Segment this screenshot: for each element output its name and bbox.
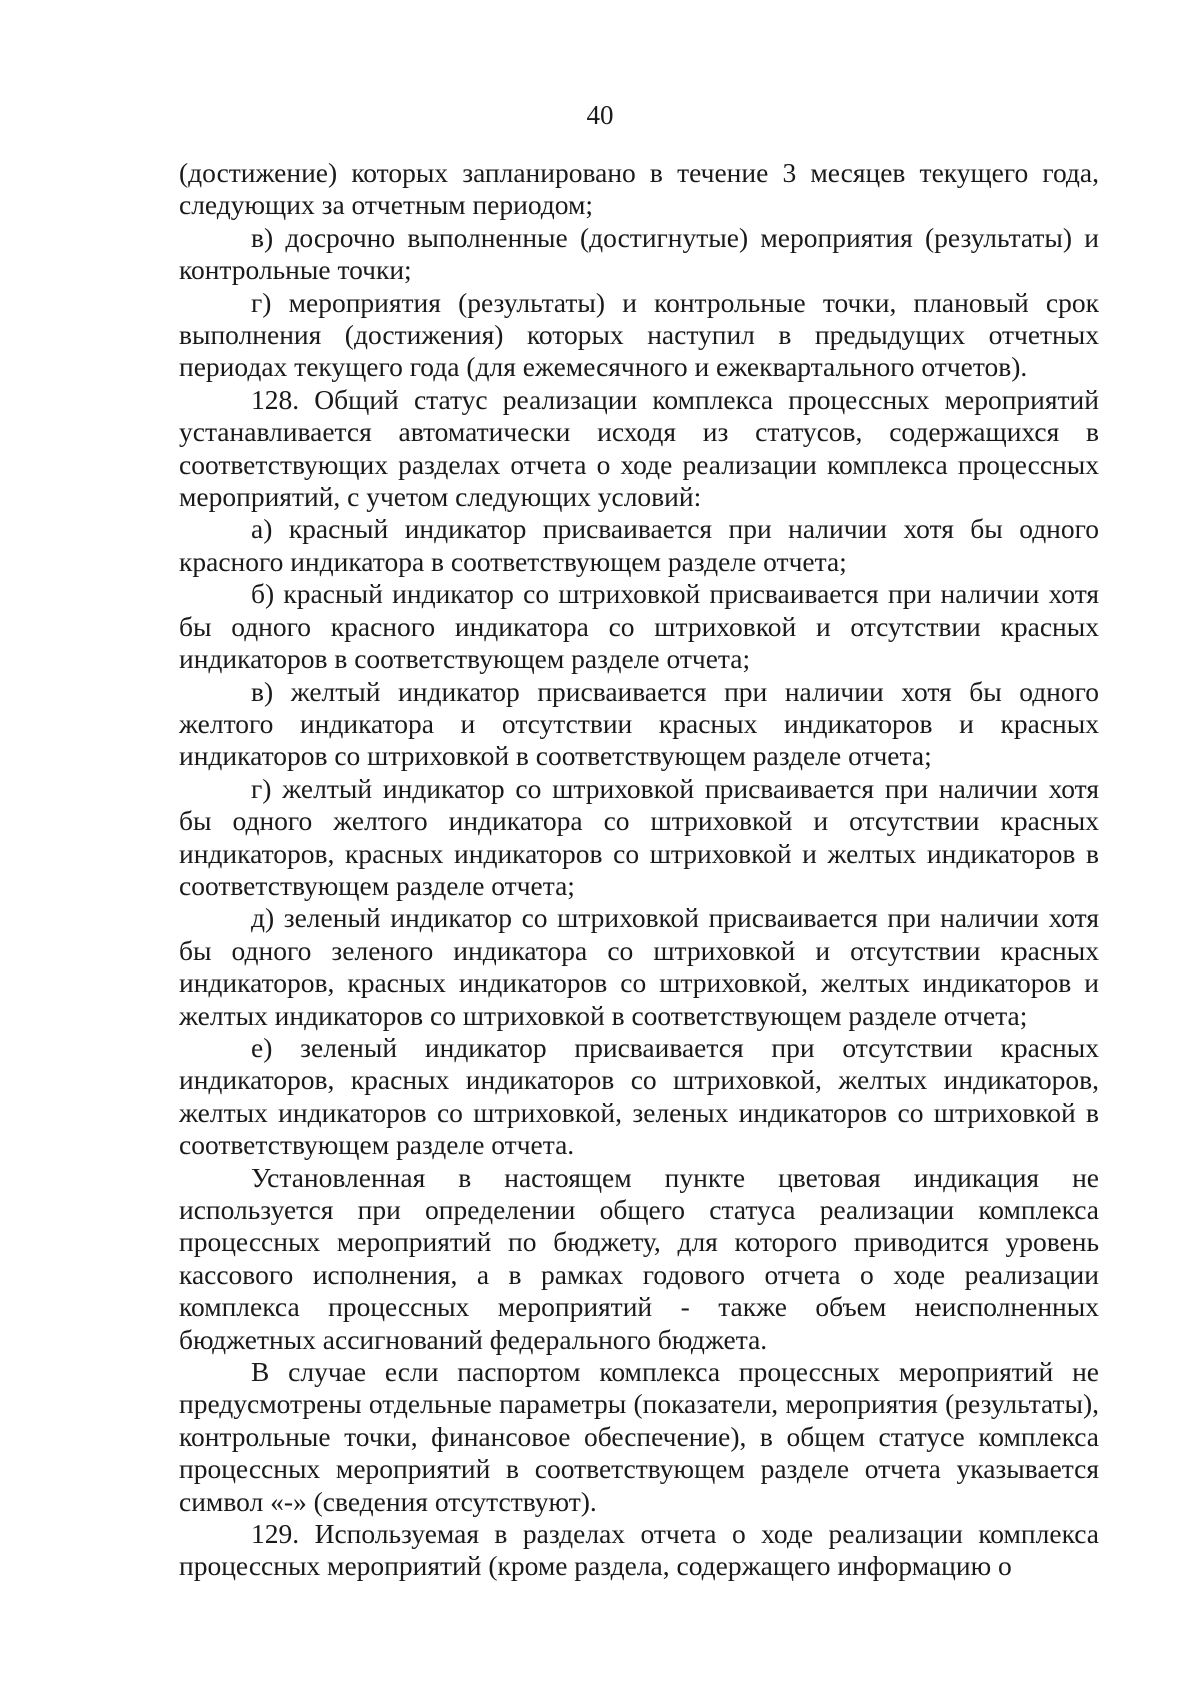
page-number: 40 (586, 100, 614, 130)
paragraph-item-b-red-hatched: б) красный индикатор со штриховкой присваивается при наличии хотя бы одного красного индикатора со штриховкой и отсутствии красных индикаторов в соответствующем разделе отчета; (179, 578, 1099, 675)
paragraph-item-e-green: е) зеленый индикатор присваивается при отсутствии красных индикаторов, красных индикаторов со штриховкой, желтых индикаторов, желтых индикаторов со штриховкой, зеленых индикаторов со штриховкой в соответствующем разделе отчета. (179, 1031, 1099, 1161)
paragraph-missing-params-note: В случае если паспортом комплекса процессных мероприятий не предусмотрены отдельные параметры (показатели, мероприятия (результаты), контрольные точки, финансовое обеспечение), в общем статусе комплекса процессных мероприятий в соответствующем разделе отчета указывается символ «-» (сведения отсутствуют). (179, 1356, 1099, 1517)
paragraph-item-g-yellow-hatched: г) желтый индикатор со штриховкой присваивается при наличии хотя бы одного желтого индикатора со штриховкой и отсутствии красных индикаторов, красных индикаторов со штриховкой и желтых индикаторов в соответствующем разделе отчета; (179, 772, 1099, 901)
document-body (179, 157, 1099, 1583)
paragraph-clause-129: 129. Используемая в разделах отчета о ходе реализации комплекса процессных мероприятий (кроме раздела, содержащего информацию о (179, 1518, 1099, 1582)
paragraph-item-d-green-hatched: д) зеленый индикатор со штриховкой присваивается при наличии хотя бы одного зеленого индикатора со штриховкой и отсутствии красных индикаторов, красных индикаторов со штриховкой, желтых индикаторов и желтых индикаторов со штриховкой в соответствующем разделе отчета; (179, 902, 1099, 1031)
paragraph-item-g-overdue: г) мероприятия (результаты) и контрольные точки, плановый срок выполнения (достижения) которых наступил в предыдущих отчетных периодах текущего года (для ежемесячного и ежеквартального отчетов). (179, 286, 1099, 383)
paragraph-color-indication-note: Установленная в настоящем пункте цветовая индикация не используется при определении общего статуса реализации комплекса процессных мероприятий по бюджету, для которого приводится уровень кассового исполнения, а в рамках годового отчета о ходе реализации комплекса процессных мероприятий - также объем неисполненных бюджетных ассигнований федерального бюджета. (179, 1161, 1099, 1355)
paragraph-item-a-red: а) красный индикатор присваивается при наличии хотя бы одного красного индикатора в соответствующем разделе отчета; (179, 513, 1099, 577)
paragraph-continuation: (достижение) которых запланировано в течение 3 месяцев текущего года, следующих за отчетным периодом; (179, 157, 1099, 221)
paragraph-clause-128: 128. Общий статус реализации комплекса процессных мероприятий устанавливается автоматически исходя из статусов, содержащихся в соответствующих разделах отчета о ходе реализации комплекса процессных мероприятий, с учетом следующих условий: (179, 383, 1099, 513)
paragraph-item-v-early: в) досрочно выполненные (достигнутые) мероприятия (результаты) и контрольные точки; (179, 221, 1099, 286)
paragraph-item-v-yellow: в) желтый индикатор присваивается при наличии хотя бы одного желтого индикатора и отсутствии красных индикаторов и красных индикаторов со штриховкой в соответствующем разделе отчета; (179, 675, 1099, 772)
